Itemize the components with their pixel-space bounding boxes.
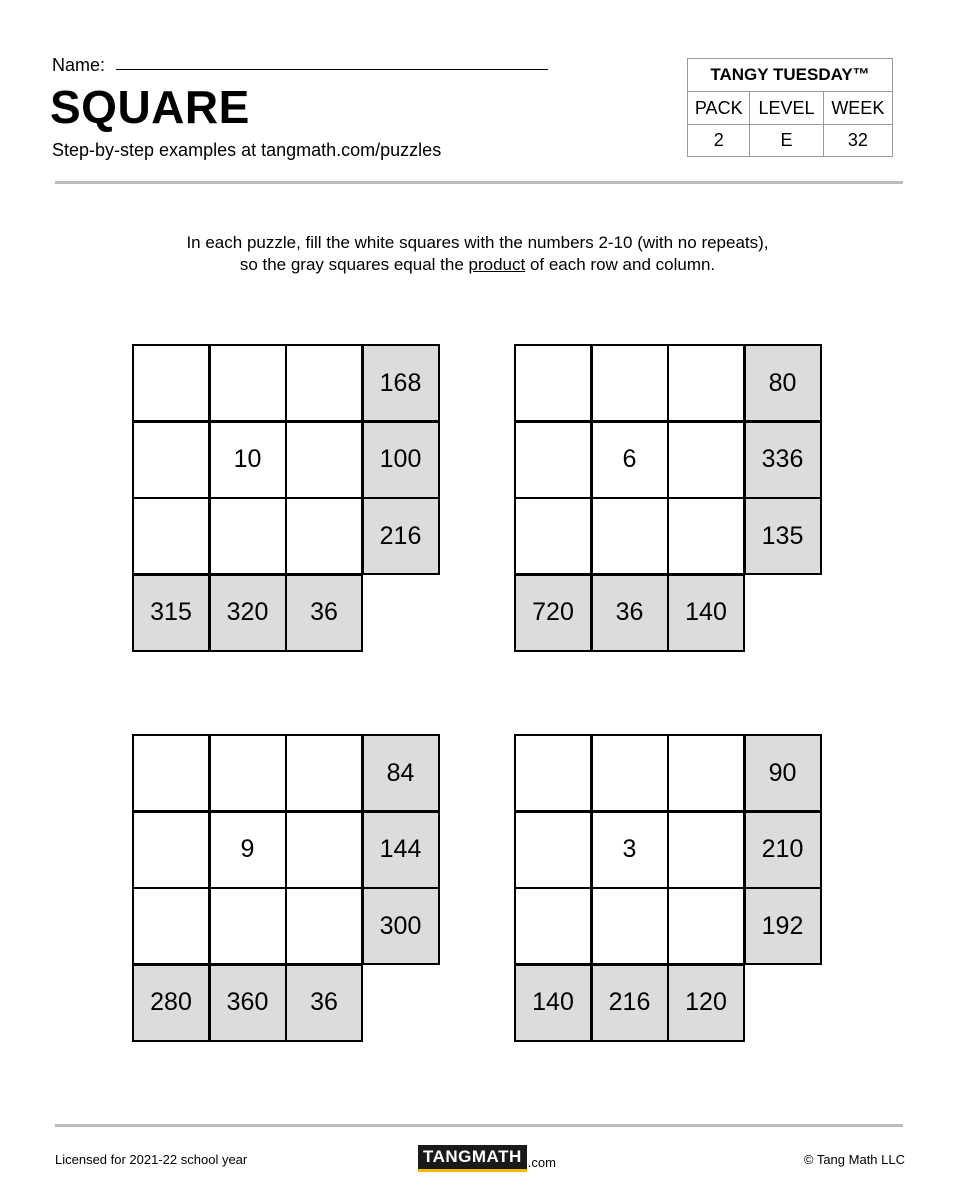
- column-product-cell: 360: [209, 964, 287, 1042]
- instruction-line-2-start: so the gray squares equal the: [239, 255, 469, 274]
- level-value: E: [750, 125, 823, 157]
- answer-cell[interactable]: [209, 497, 287, 575]
- instruction-line-2: [0, 254, 955, 276]
- row-product-cell: 144: [362, 811, 440, 889]
- copyright-text: © Tang Math LLC: [803, 1152, 905, 1167]
- answer-cell[interactable]: [285, 421, 363, 499]
- answer-cell[interactable]: [514, 344, 592, 422]
- answer-cell[interactable]: [667, 344, 745, 422]
- answer-cell[interactable]: [285, 887, 363, 965]
- answer-cell[interactable]: [591, 497, 669, 575]
- answer-cell[interactable]: [667, 421, 745, 499]
- answer-cell[interactable]: [514, 497, 592, 575]
- answer-cell[interactable]: [132, 887, 210, 965]
- answer-cell[interactable]: [667, 887, 745, 965]
- given-number-cell: 9: [209, 811, 287, 889]
- row-product-cell: 216: [362, 497, 440, 575]
- answer-cell[interactable]: [667, 811, 745, 889]
- answer-cell[interactable]: [285, 734, 363, 812]
- page-subtitle: Step-by-step examples at tangmath.com/puzzles: [52, 140, 442, 160]
- given-number-cell: 3: [591, 811, 669, 889]
- answer-cell[interactable]: [285, 497, 363, 575]
- level-header: LEVEL: [750, 92, 823, 125]
- answer-cell[interactable]: [132, 497, 210, 575]
- answer-cell[interactable]: [514, 887, 592, 965]
- row-product-cell: 168: [362, 344, 440, 422]
- column-product-cell: 120: [667, 964, 745, 1042]
- answer-cell[interactable]: [132, 344, 210, 422]
- answer-cell[interactable]: [285, 811, 363, 889]
- row-product-cell: 80: [744, 344, 822, 422]
- row-product-cell: 84: [362, 734, 440, 812]
- column-product-cell: 216: [591, 964, 669, 1042]
- logo-wordmark: TANGMATH: [418, 1145, 527, 1172]
- answer-cell[interactable]: [514, 734, 592, 812]
- week-header: WEEK: [823, 92, 892, 125]
- row-product-cell: 90: [744, 734, 822, 812]
- column-product-cell: 140: [514, 964, 592, 1042]
- row-product-cell: 192: [744, 887, 822, 965]
- pack-header: PACK: [688, 92, 750, 125]
- logo-suffix: .com: [527, 1155, 556, 1170]
- row-product-cell: 300: [362, 887, 440, 965]
- name-label: Name:: [52, 55, 106, 75]
- column-product-cell: 320: [209, 574, 287, 652]
- answer-cell[interactable]: [591, 344, 669, 422]
- row-product-cell: 100: [362, 421, 440, 499]
- row-product-cell: 336: [744, 421, 822, 499]
- row-product-cell: 135: [744, 497, 822, 575]
- answer-cell[interactable]: [209, 887, 287, 965]
- puzzle-3: [132, 734, 440, 1048]
- given-number-cell: 6: [591, 421, 669, 499]
- answer-cell[interactable]: [285, 344, 363, 422]
- license-text: Licensed for 2021-22 school year: [55, 1152, 248, 1167]
- column-product-cell: 280: [132, 964, 210, 1042]
- pack-value: 2: [688, 125, 750, 157]
- answer-cell[interactable]: [667, 734, 745, 812]
- tangmath-logo: [418, 1146, 556, 1172]
- info-table: [687, 58, 893, 157]
- column-product-cell: 315: [132, 574, 210, 652]
- column-product-cell: 36: [285, 964, 363, 1042]
- column-product-cell: 36: [285, 574, 363, 652]
- puzzle-2: [514, 344, 822, 658]
- answer-cell[interactable]: [591, 887, 669, 965]
- week-value: 32: [823, 125, 892, 157]
- answer-cell[interactable]: [209, 344, 287, 422]
- puzzle-4: [514, 734, 822, 1048]
- answer-cell[interactable]: [209, 734, 287, 812]
- answer-cell[interactable]: [514, 421, 592, 499]
- name-line: [116, 69, 548, 70]
- column-product-cell: 140: [667, 574, 745, 652]
- row-product-cell: 210: [744, 811, 822, 889]
- column-product-cell: 720: [514, 574, 592, 652]
- puzzle-1: [132, 344, 440, 658]
- page-title: SQUARE: [50, 81, 250, 133]
- instruction-line-2-end: of each row and column.: [525, 255, 716, 274]
- given-number-cell: 10: [209, 421, 287, 499]
- instruction-emphasis: product: [468, 255, 526, 274]
- footer-divider: [55, 1124, 903, 1127]
- answer-cell[interactable]: [132, 421, 210, 499]
- column-product-cell: 36: [591, 574, 669, 652]
- answer-cell[interactable]: [514, 811, 592, 889]
- answer-cell[interactable]: [132, 811, 210, 889]
- header-divider: [55, 181, 903, 184]
- answer-cell[interactable]: [667, 497, 745, 575]
- answer-cell[interactable]: [132, 734, 210, 812]
- instruction-line-1: In each puzzle, fill the white squares with the numbers 2-10 (with no repeats),: [186, 233, 769, 252]
- answer-cell[interactable]: [591, 734, 669, 812]
- info-table-title: TANGY TUESDAY™: [688, 59, 893, 92]
